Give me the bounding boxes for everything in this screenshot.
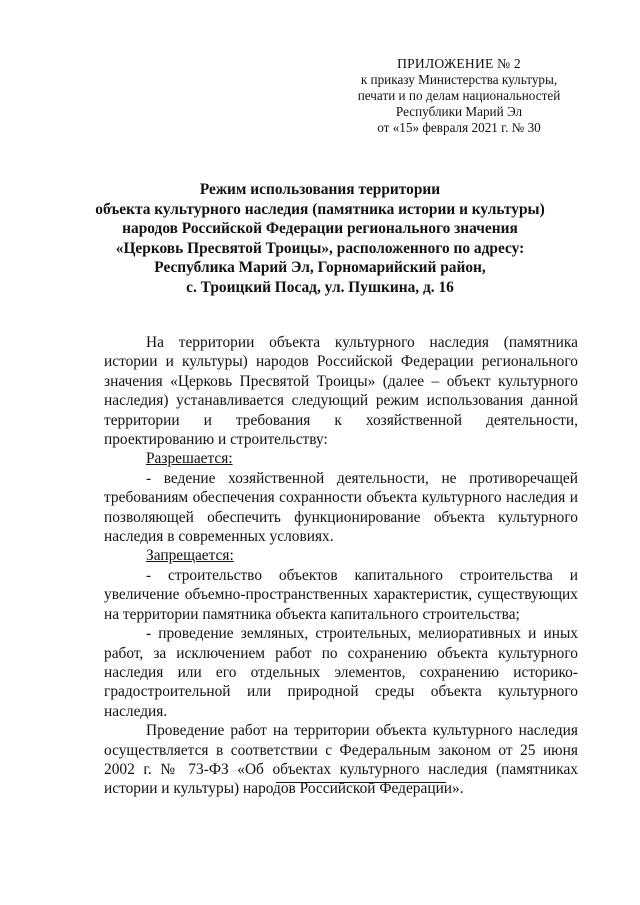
forbidden-item: - проведение земляных, строительных, мелиоративных и иных работ, за исключением работ по сохранению объекта культурного наследия или его отдельных элементов, сохранению историко-градостроительной или природной среды объекта культурного наследия.	[104, 625, 578, 720]
appendix-title: ПРИЛОЖЕНИЕ № 2	[397, 56, 521, 71]
title-line: с. Троицкий Посад, ул. Пушкина, д. 16	[186, 278, 454, 296]
end-separator-line	[276, 782, 446, 783]
forbidden-item: - строительство объектов капитального строительства и увеличение объемно-пространственных характеристик, существующих на территории памятника объекта капитального строительства;	[104, 566, 578, 623]
allowed-label: Разрешается:	[146, 450, 233, 468]
title-line: народов Российской Федерации регионального значения	[122, 220, 518, 238]
closing-paragraph: Проведение работ на территории объекта культурного наследия осуществляется в соответствии с Федеральным законом от 25 июня 2002 г. № 73-ФЗ «Об объектах культурного наследия (памятниках истории и культуры) народов Российской Федерации».	[104, 722, 578, 798]
appendix-line: к приказу Министерства культуры,	[360, 72, 558, 87]
title-line: объекта культурного наследия (памятника истории и культуры)	[95, 200, 545, 218]
document-title	[40, 180, 600, 298]
title-line: «Церковь Пресвятой Троицы», расположенного по адресу:	[115, 239, 525, 257]
allowed-item: - ведение хозяйственной деятельности, не противоречащей требованиям обеспечения сохранности объекта культурного наследия и позволяющей обеспечить функционирование объекта культурного наследия в современных условиях.	[104, 469, 578, 546]
document-body	[104, 333, 578, 799]
title-line: Республика Марий Эл, Горномарийский район,	[154, 259, 486, 277]
appendix-line: печати и по делам национальностей	[357, 88, 561, 103]
title-line: Режим использования территории	[199, 181, 441, 198]
forbidden-heading	[104, 546, 578, 565]
appendix-date-line: от «15» февраля 2021 г. № 30	[377, 120, 541, 135]
forbidden-label: Запрещается:	[146, 547, 234, 565]
appendix-line: Республики Марий Эл	[395, 104, 523, 119]
allowed-heading	[104, 449, 578, 468]
appendix-header	[344, 56, 574, 136]
intro-paragraph: На территории объекта культурного наследия (памятника истории и культуры) народов Российской Федерации регионального значения «Церковь Пресвятой Троицы» (далее – объект культурного наследия) устанавливается следующий режим использования данной территории и требования к хозяйственной деятельности, проектированию и строительству:	[104, 334, 578, 449]
